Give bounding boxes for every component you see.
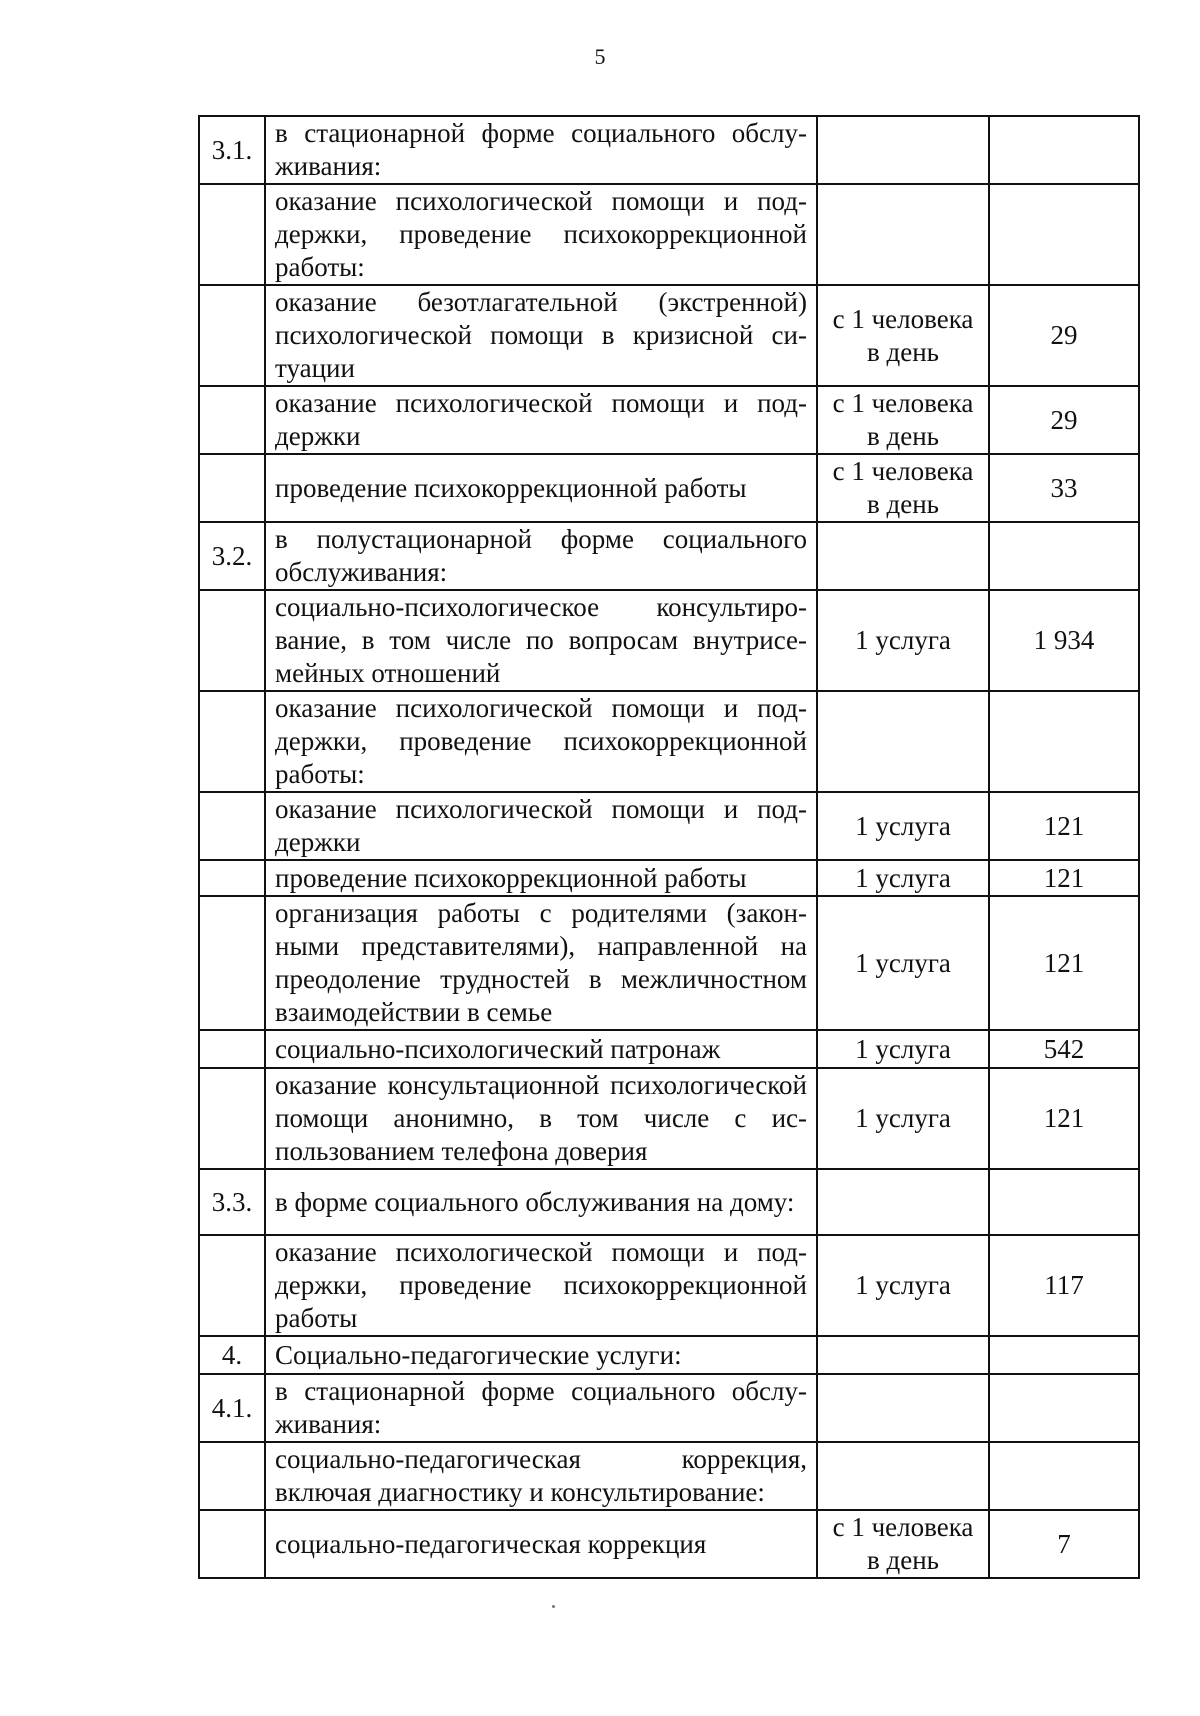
row-number: 4. xyxy=(199,1336,265,1374)
unit-of-measure xyxy=(817,1169,989,1235)
table-row xyxy=(199,285,1139,386)
table-row xyxy=(199,1336,1139,1374)
table-row xyxy=(199,1442,1139,1510)
row-number xyxy=(199,454,265,522)
service-description: социально-педагогическая коррекция xyxy=(265,1510,817,1578)
unit-of-measure xyxy=(817,184,989,285)
row-number: 3.2. xyxy=(199,522,265,590)
tariff-value: 29 xyxy=(989,386,1139,454)
tariff-value: 29 xyxy=(989,285,1139,386)
row-number xyxy=(199,590,265,691)
service-description: в форме социального обслуживания на дому: xyxy=(265,1169,817,1235)
table-row xyxy=(199,1030,1139,1068)
table-row xyxy=(199,1235,1139,1336)
service-description: оказание психологической помощи и поддержки, проведение психокоррекционной работы: xyxy=(265,184,817,285)
service-description: социально-психологическое консультирование, в том числе по вопросам внутрисемейных отношений xyxy=(265,590,817,691)
table-row xyxy=(199,1068,1139,1169)
unit-of-measure: 1 услуга xyxy=(817,1068,989,1169)
unit-of-measure: с 1 человека в день xyxy=(817,454,989,522)
tariff-value: 121 xyxy=(989,1068,1139,1169)
table-row xyxy=(199,522,1139,590)
unit-of-measure: 1 услуга xyxy=(817,590,989,691)
row-number xyxy=(199,386,265,454)
tariff-value xyxy=(989,1374,1139,1442)
row-number xyxy=(199,860,265,896)
table-row xyxy=(199,454,1139,522)
service-description: проведение психокоррекционной работы xyxy=(265,454,817,522)
unit-of-measure xyxy=(817,116,989,184)
service-description: оказание психологической помощи и поддержки xyxy=(265,792,817,860)
service-description: проведение психокоррекционной работы xyxy=(265,860,817,896)
service-description: оказание безотлагательной (экстренной) психологической помощи в кризисной ситуации xyxy=(265,285,817,386)
tariff-value: 542 xyxy=(989,1030,1139,1068)
tariff-value xyxy=(989,522,1139,590)
table-row xyxy=(199,896,1139,1030)
tariff-value: 121 xyxy=(989,792,1139,860)
service-description: социально-психологический патронаж xyxy=(265,1030,817,1068)
tariff-value: 117 xyxy=(989,1235,1139,1336)
unit-of-measure: 1 услуга xyxy=(817,1235,989,1336)
unit-of-measure: 1 услуга xyxy=(817,860,989,896)
row-number xyxy=(199,184,265,285)
service-description: Социально-педагогические услуги: xyxy=(265,1336,817,1374)
table-row xyxy=(199,792,1139,860)
tariff-value xyxy=(989,1169,1139,1235)
unit-of-measure xyxy=(817,1442,989,1510)
scan-speck xyxy=(552,1605,555,1608)
service-description: оказание психологической помощи и поддержки xyxy=(265,386,817,454)
row-number xyxy=(199,1068,265,1169)
service-description: оказание консультационной психологической помощи анонимно, в том числе с использованием телефона доверия xyxy=(265,1068,817,1169)
unit-of-measure xyxy=(817,691,989,792)
tariff-value: 121 xyxy=(989,860,1139,896)
unit-of-measure: 1 услуга xyxy=(817,896,989,1030)
tariff-value xyxy=(989,691,1139,792)
table-row xyxy=(199,691,1139,792)
tariff-value xyxy=(989,184,1139,285)
row-number xyxy=(199,1442,265,1510)
unit-of-measure: с 1 человека в день xyxy=(817,1510,989,1578)
row-number: 4.1. xyxy=(199,1374,265,1442)
row-number xyxy=(199,1510,265,1578)
service-description: в стационарной форме социального обслуживания: xyxy=(265,1374,817,1442)
service-description: социально-педагогическая коррекция, включая диагностику и консультирование: xyxy=(265,1442,817,1510)
table-row xyxy=(199,184,1139,285)
unit-of-measure: с 1 человека в день xyxy=(817,285,989,386)
table-row xyxy=(199,860,1139,896)
tariff-value: 121 xyxy=(989,896,1139,1030)
tariff-value: 33 xyxy=(989,454,1139,522)
unit-of-measure xyxy=(817,1336,989,1374)
row-number: 3.3. xyxy=(199,1169,265,1235)
tariff-value xyxy=(989,1442,1139,1510)
tariff-value: 7 xyxy=(989,1510,1139,1578)
table-row xyxy=(199,116,1139,184)
service-description: оказание психологической помощи и поддержки, проведение психокоррекционной работы: xyxy=(265,691,817,792)
unit-of-measure: с 1 человека в день xyxy=(817,386,989,454)
table-row xyxy=(199,1510,1139,1578)
row-number xyxy=(199,1235,265,1336)
service-description: организация работы с родителями (законными представителями), направленной на преодоление трудностей в межличностном взаимодействии в семье xyxy=(265,896,817,1030)
tariff-table xyxy=(198,115,1140,1579)
table-row xyxy=(199,1374,1139,1442)
row-number xyxy=(199,792,265,860)
tariff-value xyxy=(989,116,1139,184)
service-description: оказание психологической помощи и поддержки, проведение психокоррекционной работы xyxy=(265,1235,817,1336)
unit-of-measure xyxy=(817,1374,989,1442)
unit-of-measure: 1 услуга xyxy=(817,792,989,860)
row-number xyxy=(199,896,265,1030)
table-row xyxy=(199,386,1139,454)
tariff-value xyxy=(989,1336,1139,1374)
tariff-value: 1 934 xyxy=(989,590,1139,691)
row-number xyxy=(199,691,265,792)
table-row xyxy=(199,590,1139,691)
service-description: в полустационарной форме социального обслуживания: xyxy=(265,522,817,590)
table-row xyxy=(199,1169,1139,1235)
page-number: 5 xyxy=(594,44,606,69)
unit-of-measure: 1 услуга xyxy=(817,1030,989,1068)
service-description: в стационарной форме социального обслуживания: xyxy=(265,116,817,184)
row-number xyxy=(199,1030,265,1068)
row-number xyxy=(199,285,265,386)
unit-of-measure xyxy=(817,522,989,590)
row-number: 3.1. xyxy=(199,116,265,184)
